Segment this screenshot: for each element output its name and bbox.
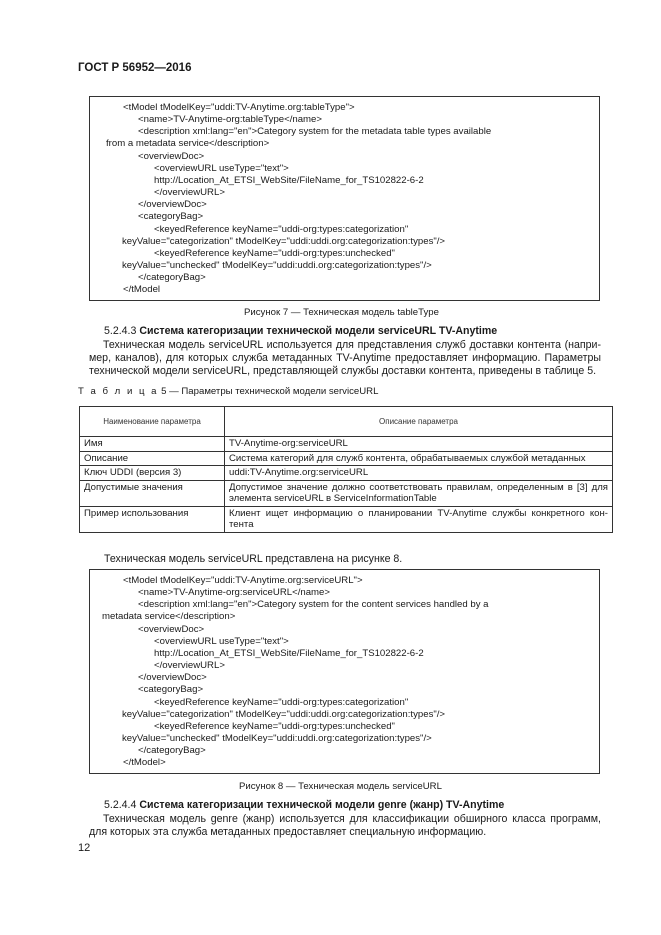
param-desc-cell: Система категорий для служб контента, обрабатываемых службой метаданных	[225, 451, 613, 466]
code-line: keyValue="categorization" tModelKey="uddi:uddi.org:categorization:types"/>	[122, 236, 446, 247]
paragraph-line: технической модели serviceURL, представляющей службы доставки контента, приведены в таблице 5.	[89, 365, 597, 378]
param-desc-cell: uddi:TV-Anytime.org:serviceURL	[225, 466, 613, 481]
code-line: <keyedReference keyName="uddi-org:types:unchecked"	[154, 721, 395, 732]
param-desc-cell: TV-Anytime-org:serviceURL	[225, 437, 613, 452]
paragraph-line: для которых эта служба метаданных предоставляет специальную информацию.	[89, 826, 487, 839]
section-title: Система категоризации технической модели serviceURL TV-Anytime	[139, 325, 498, 337]
param-desc-cell	[225, 506, 613, 532]
code-line: <overviewDoc>	[138, 624, 205, 635]
figure-8-caption: Рисунок 8 — Техническая модель serviceURL	[239, 781, 442, 792]
code-line: <overviewDoc>	[138, 151, 205, 162]
table-label: Т а б л и ц а	[78, 386, 159, 397]
code-line: </tModel	[123, 284, 161, 295]
code-line: </overviewDoc>	[138, 199, 207, 210]
column-header: Наименование параметра	[80, 407, 225, 437]
code-line: http://Location_At_ETSI_WebSite/FileName_for_TS102822-6-2	[154, 648, 424, 659]
figure-7-code-box	[89, 96, 600, 301]
code-line: <description xml:lang="en">Category system for the content services handled by a	[138, 599, 489, 610]
param-name-cell: Имя	[80, 437, 225, 452]
table-row	[80, 466, 613, 481]
desc-line: элемента serviceURL в ServiceInformationTable	[229, 493, 437, 504]
param-name-cell: Описание	[80, 451, 225, 466]
figure-8-intro: Техническая модель serviceURL представлена на рисунке 8.	[104, 553, 403, 565]
code-line: <tModel tModelKey="uddi:TV-Anytime.org:tableType">	[123, 102, 355, 113]
code-line: keyValue="categorization" tModelKey="uddi:uddi.org:categorization:types"/>	[122, 709, 446, 720]
section-5243-paragraph	[89, 339, 601, 379]
section-number: 5.2.4.4	[104, 799, 137, 811]
code-line: </categoryBag>	[138, 272, 206, 283]
section-title: Система категоризации технической модели genre (жанр) TV-Anytime	[139, 799, 505, 811]
section-5244-heading	[104, 799, 504, 811]
param-desc-cell	[225, 480, 613, 506]
paragraph-line: Техническая модель serviceURL используется для представления служб доставки контента (напри-	[103, 339, 601, 351]
code-line: <categoryBag>	[138, 211, 204, 222]
section-5243-heading	[104, 325, 497, 337]
code-line: http://Location_At_ETSI_WebSite/FileName_for_TS102822-6-2	[154, 175, 424, 186]
code-line: <description xml:lang="en">Category system for the metadata table types available	[138, 126, 492, 137]
table-header-row	[80, 407, 613, 437]
desc-line: Допустимое значение должно соответствовать правилам, определенным в [3] для	[229, 481, 608, 493]
code-line: <categoryBag>	[138, 684, 204, 695]
code-line: <name>TV-Anytime-org:tableType</name>	[138, 114, 322, 125]
table-row	[80, 437, 613, 452]
code-line: <keyedReference keyName="uddi-org:types:categorization"	[154, 224, 409, 235]
desc-line: тента	[229, 519, 254, 530]
code-line: <tModel tModelKey="uddi:TV-Anytime.org:serviceURL">	[123, 575, 363, 586]
param-name-cell: Допустимые значения	[80, 480, 225, 506]
code-line: <keyedReference keyName="uddi-org:types:unchecked"	[154, 248, 395, 259]
code-line: <keyedReference keyName="uddi-org:types:categorization"	[154, 697, 409, 708]
param-name-cell: Пример использования	[80, 506, 225, 532]
code-line: keyValue="unchecked" tModelKey="uddi:uddi.org:categorization:types"/>	[122, 733, 432, 744]
code-line: </tModel>	[123, 757, 166, 768]
table-5-caption	[78, 386, 378, 397]
table-row	[80, 451, 613, 466]
code-line: <name>TV-Anytime-org:serviceURL</name>	[138, 587, 330, 598]
figure-8-code-box	[89, 569, 600, 774]
code-line: <overviewURL useType="text">	[154, 636, 289, 647]
code-line: </overviewURL>	[154, 660, 225, 671]
code-line: <overviewURL useType="text">	[154, 163, 289, 174]
code-line: </categoryBag>	[138, 745, 206, 756]
document-header: ГОСТ Р 56952—2016	[78, 62, 192, 74]
param-name-cell: Ключ UDDI (версия 3)	[80, 466, 225, 481]
table-row	[80, 480, 613, 506]
section-5244-paragraph	[89, 813, 601, 839]
section-number: 5.2.4.3	[104, 325, 137, 337]
paragraph-line: Техническая модель genre (жанр) используется для классификации обширного класса программ,	[103, 813, 601, 825]
desc-line: Клиент ищет информацию о планировании TV-Anytime службы конкретного кон-	[229, 507, 608, 519]
parameters-table	[79, 406, 613, 533]
code-line: metadata service</description>	[102, 611, 236, 622]
page-number: 12	[78, 842, 91, 854]
paragraph-line: мер, каналов), для которых служба метаданных TV-Anytime предоставляет информацию. Параметры	[89, 352, 601, 365]
code-line: keyValue="unchecked" tModelKey="uddi:uddi.org:categorization:types"/>	[122, 260, 432, 271]
table-caption-text: 5 — Параметры технической модели serviceURL	[161, 386, 379, 397]
figure-7-caption: Рисунок 7 — Техническая модель tableType	[244, 307, 439, 318]
code-line: </overviewDoc>	[138, 672, 207, 683]
code-line: from a metadata service</description>	[106, 138, 270, 149]
table-row	[80, 506, 613, 532]
column-header: Описание параметра	[225, 407, 613, 437]
code-line: </overviewURL>	[154, 187, 225, 198]
